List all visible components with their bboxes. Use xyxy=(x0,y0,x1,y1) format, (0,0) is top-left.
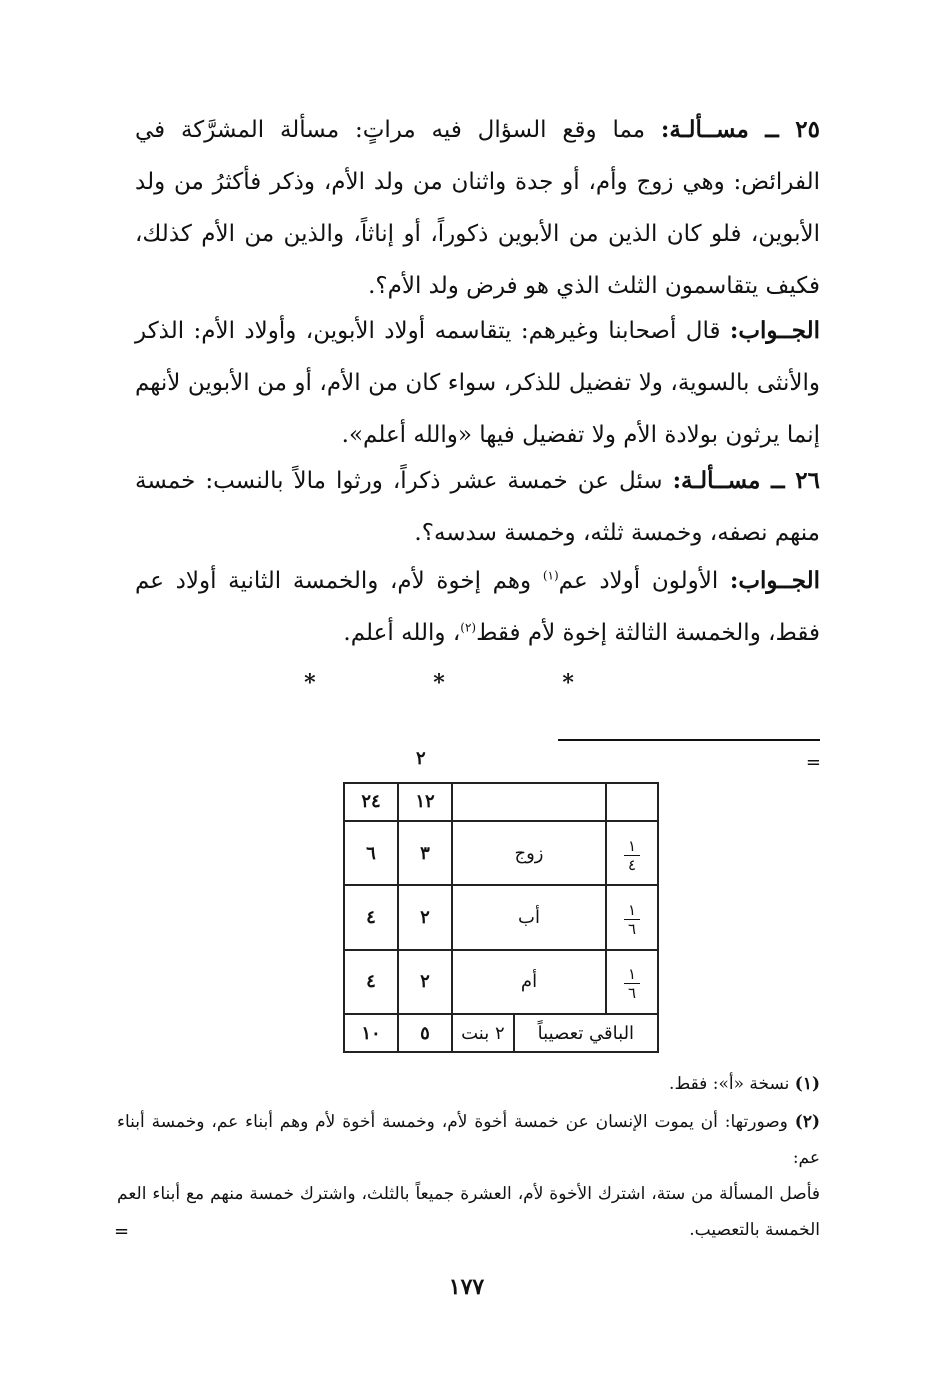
footnote-2-mark: (٢) xyxy=(794,1112,821,1132)
fraction-quarter xyxy=(624,836,640,874)
footnote-separator xyxy=(558,739,820,741)
fraction-sixth xyxy=(624,900,640,938)
fraction-numerator: ١ xyxy=(627,900,637,919)
heir-header-cell xyxy=(452,783,606,821)
heir-cell: زوج xyxy=(452,821,606,885)
fraction-numerator: ١ xyxy=(627,965,637,984)
section-divider-stars: * * * xyxy=(304,670,629,696)
table-header-row xyxy=(344,783,658,821)
share-24-cell: ١٠ xyxy=(344,1014,398,1052)
fraction-cell xyxy=(606,950,658,1014)
inheritance-table xyxy=(343,782,659,1053)
footnote-ref-2[interactable]: (٢) xyxy=(460,620,477,635)
heir-cell: أب xyxy=(452,885,606,949)
share-12-cell: ٢ xyxy=(398,885,452,949)
table-top-label: ٢ xyxy=(416,748,426,769)
fraction-cell xyxy=(606,885,658,949)
continuation-mark-bottom: = xyxy=(114,1221,130,1242)
page-number: ١٧٧ xyxy=(448,1274,485,1300)
fraction-cell xyxy=(606,821,658,885)
answer-26-text-a: الأولون أولاد عم xyxy=(558,568,719,594)
footnote-1-mark: (١) xyxy=(794,1074,820,1094)
footnote-2-text: وصورتها: أن يموت الإنسان عن خمسة أخوة لأم، وخمسة أخوة لأم وهم أبناء عم، وخمسة أبناء عم: xyxy=(117,1112,820,1168)
share-12-cell: ٥ xyxy=(398,1014,452,1052)
share-24-cell: ٦ xyxy=(344,821,398,885)
issue-26-text: سئل عن خمسة عشر ذكراً، ورثوا مالاً بالنسب: خمسة منهم نصفه، وخمسة ثلثه، وخمسة سدسه؟. xyxy=(135,468,820,546)
fraction-numerator: ١ xyxy=(627,836,637,855)
fraction-denominator: ٤ xyxy=(627,855,637,874)
fraction-sixth xyxy=(624,965,640,1003)
continuation-mark-top: = xyxy=(805,752,821,773)
fraction-denominator: ٦ xyxy=(627,919,637,938)
footnote-2-text-2: فأصل المسألة من ستة، اشترك الأخوة لأم، العشرة جميعاً بالثلث، واشترك خمسة منهم مع أبناء العم الخمسة بالتعصيب. xyxy=(117,1184,820,1240)
answer-25-text: قال أصحابنا وغيرهم: يتقاسمه أولاد الأبوين، وأولاد الأم: الذكر والأنثى بالسوية، ولا تفضيل للذكر، سواء كان من الأم، أو من الأبوين لأنهم إنما يرثون بولادة الأم ولا تفضيل فيها «والله أعلم». xyxy=(135,318,820,448)
fraction-header-cell xyxy=(606,783,658,821)
issue-25-text: مما وقع السؤال فيه مراتٍ: مسألة المشرَّكة في الفرائض: وهي زوج وأم، أو جدة واثنان من ولد الأم، وذكر فأكثرُ من ولد الأبوين، فلو كان الذين من الأبوين ذكوراً، أو إناثاً، والذين من الأم كذلك، فكيف يتقاسمون الثلث الذي هو فرض ولد الأم؟. xyxy=(135,117,820,299)
footnote-1-text: نسخة «أ»: فقط. xyxy=(669,1074,790,1094)
heir-cell: أم xyxy=(452,950,606,1014)
residual-cell: الباقي تعصيباً xyxy=(514,1014,658,1052)
table-row-father xyxy=(344,885,658,949)
col-12-header: ١٢ xyxy=(398,783,452,821)
daughters-cell: ٢ بنت xyxy=(452,1014,514,1052)
answer-26-heading: الجــواب: xyxy=(729,567,821,594)
issue-25-heading: ٢٥ ــ مســألـة: xyxy=(660,116,820,143)
answer-25-heading: الجــواب: xyxy=(729,317,820,344)
footnote-ref-1[interactable]: (١) xyxy=(542,568,559,583)
footnote-1 xyxy=(117,1066,820,1102)
answer-26-text-c: ، والله أعلم. xyxy=(343,620,461,646)
table-row-residual xyxy=(344,1014,658,1052)
share-12-cell: ٢ xyxy=(398,950,452,1014)
share-24-cell: ٤ xyxy=(344,950,398,1014)
table-row-mother xyxy=(344,950,658,1014)
answer-25-paragraph xyxy=(135,305,820,461)
share-12-cell: ٣ xyxy=(398,821,452,885)
footnote-2 xyxy=(117,1104,820,1248)
fraction-denominator: ٦ xyxy=(627,984,637,1003)
answer-26-text-b: وهم إخوة لأم، والخمسة الثانية أولاد عم فقط، والخمسة الثالثة إخوة لأم فقط xyxy=(135,568,820,646)
table-row-husband xyxy=(344,821,658,885)
share-24-cell: ٤ xyxy=(344,885,398,949)
issue-26-heading: ٢٦ ــ مســألـة: xyxy=(672,467,820,494)
answer-26-paragraph xyxy=(135,555,820,659)
col-24-header: ٢٤ xyxy=(344,783,398,821)
issue-26-paragraph xyxy=(135,455,820,559)
issue-25-paragraph xyxy=(135,104,820,312)
